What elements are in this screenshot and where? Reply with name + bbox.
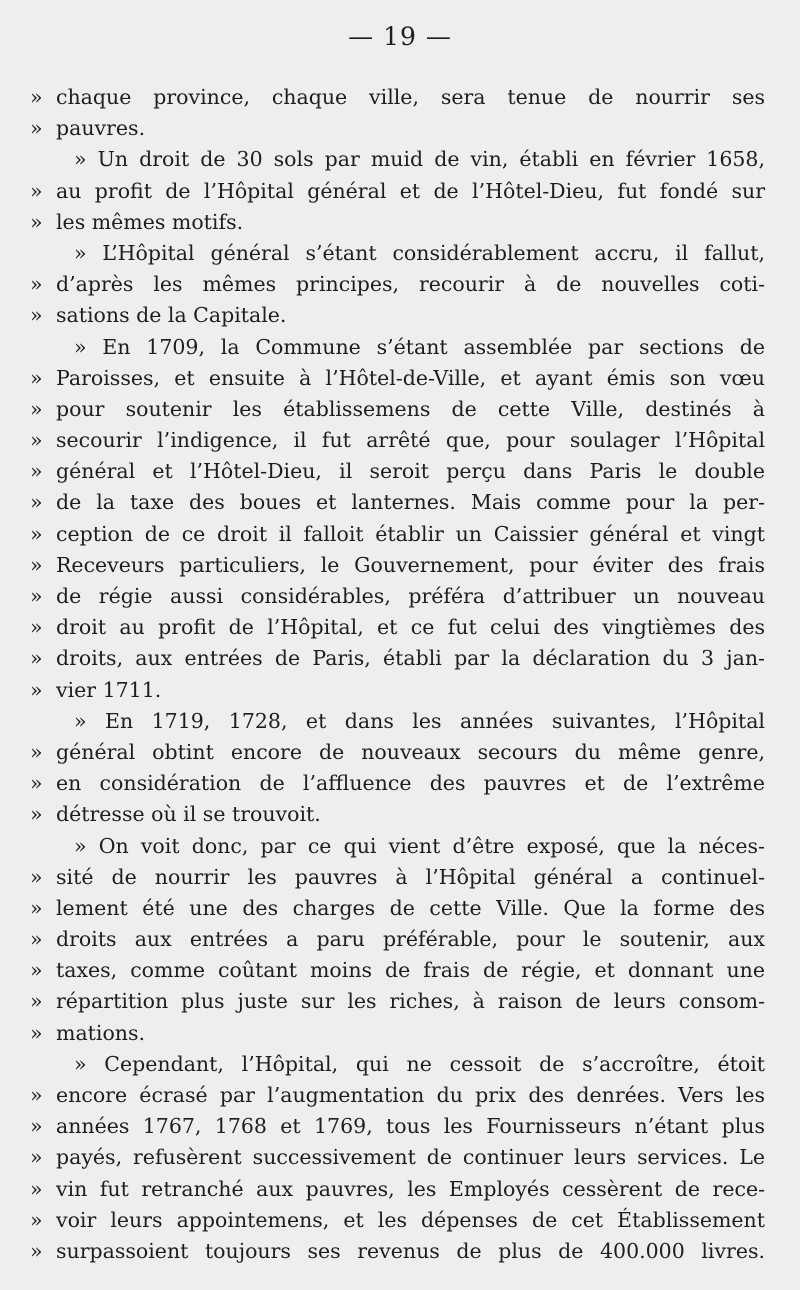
line-text: Receveurs particuliers, le Gouvernement, pour éviter des frais (56, 552, 765, 577)
text-line (30, 1236, 765, 1267)
line-text: encore écrasé par l’augmentation du prix des denrées. Vers les (56, 1083, 765, 1107)
line-text: » En 1719, 1728, et dans les années suivantes, l’Hôpital (74, 708, 765, 733)
quote-mark: » (30, 677, 43, 702)
text-line (30, 1205, 765, 1236)
text-line (30, 207, 765, 238)
quote-mark: » (30, 989, 43, 1014)
text-line (30, 737, 765, 768)
text-line (30, 862, 765, 893)
text-line (30, 176, 765, 207)
line-text: chaque province, chaque ville, sera tenue de nourrir ses (56, 85, 765, 109)
line-text: droits aux entrées a paru préférable, pour le soutenir, aux (56, 927, 765, 952)
quote-mark: » (30, 209, 43, 234)
quote-mark: » (30, 365, 43, 390)
line-text: années 1767, 1768 et 1769, tous les Fournisseurs n’étant plus (56, 1114, 765, 1139)
text-line (30, 581, 765, 612)
quote-mark: » (30, 895, 43, 920)
line-text: surpassoient toujours ses revenus de plus de 400.000 livres. (56, 1238, 765, 1263)
text-line (30, 332, 765, 363)
quote-mark: » (30, 1020, 43, 1045)
text-line (30, 550, 765, 581)
line-text: voir leurs appointemens, et les dépenses de cet Établissement (56, 1207, 765, 1232)
line-text: général et l’Hôtel-Dieu, il seroit perçu dans Paris le double (56, 459, 765, 484)
line-text: payés, refusèrent successivement de continuer leurs services. Le (56, 1145, 765, 1170)
text-line (30, 1111, 765, 1142)
text-line (30, 612, 765, 643)
line-text: les mêmes motifs. (56, 209, 244, 234)
line-text: au profit de l’Hôpital général et de l’Hôtel-Dieu, fut fondé sur (56, 178, 765, 203)
text-line (30, 113, 765, 144)
line-text: pauvres. (56, 116, 146, 141)
text-line (30, 893, 765, 924)
line-text: Paroisses, et ensuite à l’Hôtel-de-Ville, et ayant émis son vœu (56, 365, 765, 390)
body-text (30, 82, 765, 1267)
quote-mark: » (30, 116, 43, 141)
quote-mark: » (30, 1114, 43, 1139)
line-text: secourir l’indigence, il fut arrêté que, pour soulager l’Hôpital (56, 428, 765, 453)
quote-mark: » (30, 396, 43, 421)
quote-mark: » (30, 1238, 43, 1263)
text-line (30, 768, 765, 799)
text-line (30, 1080, 765, 1111)
text-line (30, 1174, 765, 1205)
page-number: — 19 — (348, 22, 452, 51)
text-line (30, 675, 765, 706)
text-line (30, 955, 765, 986)
quote-mark: » (30, 615, 43, 640)
quote-mark: » (30, 272, 43, 297)
text-line (30, 394, 765, 425)
line-text: sité de nourrir les pauvres à l’Hôpital général a continuel- (56, 864, 765, 889)
text-line (30, 363, 765, 394)
quote-mark: » (30, 802, 43, 827)
quote-mark: » (30, 428, 43, 453)
line-text: détresse où il se trouvoit. (56, 802, 321, 827)
quote-mark: » (30, 771, 43, 796)
text-line (30, 456, 765, 487)
text-line (30, 1018, 765, 1049)
text-line (30, 924, 765, 955)
quote-mark: » (30, 178, 43, 203)
text-line (30, 1049, 765, 1080)
quote-mark: » (30, 927, 43, 952)
quote-mark: » (30, 552, 43, 577)
text-line (30, 238, 765, 269)
line-text: sations de la Capitale. (56, 303, 287, 328)
quote-mark: » (30, 646, 43, 671)
text-line (30, 269, 765, 300)
text-line (30, 82, 765, 113)
text-line (30, 706, 765, 737)
text-line (30, 1142, 765, 1173)
line-text: répartition plus juste sur les riches, à raison de leurs consom- (56, 989, 765, 1014)
quote-mark: » (30, 1145, 43, 1170)
quote-mark: » (30, 1083, 43, 1107)
line-text: en considération de l’affluence des pauvres et de l’extrême (56, 771, 765, 796)
quote-mark: » (30, 958, 43, 983)
quote-mark: » (30, 584, 43, 608)
quote-mark: » (30, 303, 43, 328)
quote-mark: » (30, 739, 43, 764)
quote-mark: » (30, 85, 43, 109)
line-text: vin fut retranché aux pauvres, les Employés cessèrent de rece- (56, 1176, 765, 1201)
text-line (30, 799, 765, 830)
text-line (30, 425, 765, 456)
line-text: droits, aux entrées de Paris, établi par la déclaration du 3 jan- (56, 646, 765, 671)
quote-mark: » (30, 1207, 43, 1232)
line-text: général obtint encore de nouveaux secours du même genre, (56, 739, 765, 764)
line-text: » L’Hôpital général s’étant considérablement accru, il fallut, (74, 240, 765, 265)
line-text: pour soutenir les établissemens de cette Ville, destinés à (56, 396, 765, 421)
quote-mark: » (30, 490, 43, 515)
line-text: lement été une des charges de cette Ville. Que la forme des (56, 895, 765, 920)
text-line (30, 144, 765, 175)
text-line (30, 831, 765, 862)
text-line (30, 487, 765, 518)
line-text: de la taxe des boues et lanternes. Mais comme pour la per- (56, 490, 765, 515)
line-text: vier 1711. (56, 677, 162, 702)
quote-mark: » (30, 864, 43, 889)
line-text: » Cependant, l’Hôpital, qui ne cessoit de s’accroître, étoit (74, 1051, 765, 1076)
text-line (30, 643, 765, 674)
quote-mark: » (30, 459, 43, 484)
quote-mark: » (30, 1176, 43, 1201)
line-text: » Un droit de 30 sols par muid de vin, établi en février 1658, (74, 147, 765, 172)
text-line (30, 300, 765, 331)
text-line (30, 986, 765, 1017)
line-text: droit au profit de l’Hôpital, et ce fut celui des vingtièmes des (56, 615, 765, 640)
line-text: de régie aussi considérables, préféra d’attribuer un nouveau (56, 584, 765, 608)
quote-mark: » (30, 521, 43, 546)
line-text: ception de ce droit il falloit établir un Caissier général et vingt (56, 521, 765, 546)
line-text: d’après les mêmes principes, recourir à de nouvelles coti- (56, 272, 765, 297)
line-text: » On voit donc, par ce qui vient d’être exposé, que la néces- (74, 833, 765, 858)
text-line (30, 519, 765, 550)
line-text: taxes, comme coûtant moins de frais de régie, et donnant une (56, 958, 765, 983)
line-text: » En 1709, la Commune s’étant assemblée par sections de (74, 334, 765, 359)
line-text: mations. (56, 1020, 146, 1045)
